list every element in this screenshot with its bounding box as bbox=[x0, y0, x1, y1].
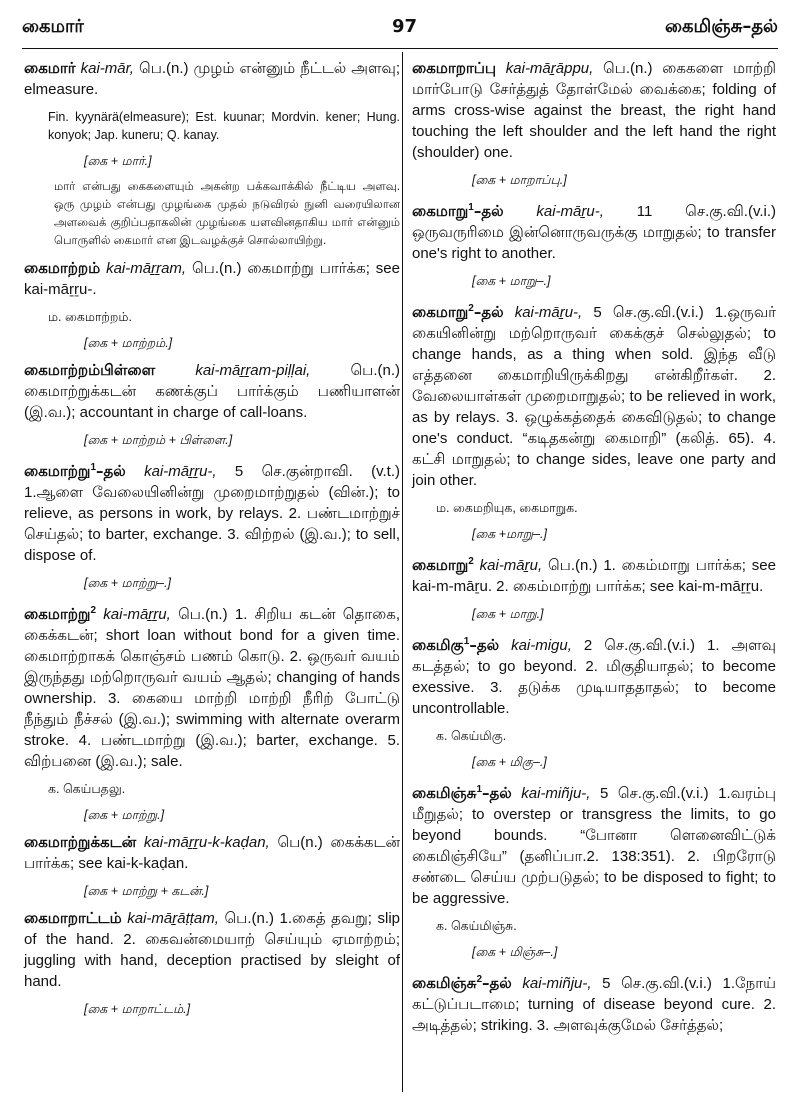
header-left-guideword: கைமார் bbox=[22, 16, 84, 37]
headword: கைமிஞ்சு bbox=[412, 784, 477, 802]
dictionary-entry bbox=[24, 908, 400, 992]
dictionary-entry bbox=[24, 58, 400, 100]
dictionary-entry bbox=[412, 551, 776, 597]
definition: பெ.(n.) கைகளை மாற்றி மார்போடு சேர்த்துத் தோள்மேல் வைக்கை; folding of arms cross-wise against the breast, the right hand touching the left shoulder and the left hand the right (shoulder) one. bbox=[412, 60, 776, 161]
headword: கைமாற்று bbox=[24, 462, 91, 480]
dictionary-entry bbox=[412, 779, 776, 909]
right-column bbox=[412, 58, 776, 1042]
headword-suffix: –தல் bbox=[473, 202, 504, 220]
headword: கைமார் bbox=[24, 59, 76, 77]
transliteration: kai-māṟṟu-k-kaḍan, bbox=[143, 834, 270, 851]
headword: கைமாற்றம் bbox=[24, 259, 101, 277]
etymology: [கை + மாறாப்பு.] bbox=[472, 173, 567, 187]
headword-suffix: –தல் bbox=[482, 974, 512, 992]
headword: கைமாறு bbox=[412, 556, 469, 574]
definition: 5 செ.குன்றாவி. (v.t.) 1.ஆளை வேலையினின்று முறைமாற்றுதல் (வின்.); to relieve, as persons in work, by relays. 2. பண்டமாற்றுச் செய்தல்; to barter, exchange. 3. விற்றல் (இ.வ.); to sell, dispose of. bbox=[24, 463, 400, 564]
cognates: க. கெய்பதலு. bbox=[48, 782, 126, 796]
homograph-number: 2 bbox=[476, 974, 483, 985]
transliteration: kai-miñju-, bbox=[522, 975, 592, 992]
definition: பெ(n.) கைக்கடன் பார்க்க; see kai-k-kaḍan. bbox=[24, 834, 400, 872]
etymology: [கை + மாறு–.] bbox=[472, 274, 551, 288]
definition: 5 செ.கு.வி.(v.i.) 1.ஒருவர் கையினின்று மற்றொருவர் கைக்குச் செல்லுதல்; to change hands, as a thing when sold. இந்த வீடு எத்தனை கைமாறியிருக்கிறது என்கிறீர்கள். 2. வேலையாள்கள் முறைமாறுதல்; to be relieved in work, as by relays. 3. ஒழுக்கத்தைக் கைவிடுதல்; to change one's conduct. “கடிதகன்று கைமாறி” (கலித். 65). 4. கட்சி மாறுதல்; to change sides, leave one party and join other. bbox=[412, 304, 777, 489]
etymology: [கை +மாறு–.] bbox=[472, 527, 548, 541]
definition: 11 செ.கு.வி.(v.i.) ஒருவருரிமை இன்னொருவருக்கு மாறுதல்; to transfer one's right to another. bbox=[412, 203, 776, 262]
transliteration: kai-migu, bbox=[511, 637, 572, 654]
etymology: [கை + மிகு–.] bbox=[472, 755, 547, 769]
definition: பெ.(n.) கைமாற்றுக்கடன் கணக்குப் பார்க்கும் பணியாளன் (இ.வ.); accountant in charge of call-loans. bbox=[24, 362, 401, 421]
transliteration: kai-māṟṟu, bbox=[103, 606, 171, 623]
homograph-number: 1 bbox=[90, 462, 97, 473]
cognates: ம. கைமாற்றம். bbox=[48, 310, 132, 324]
transliteration: kai-mār, bbox=[80, 60, 134, 77]
transliteration: kai-māṟu-, bbox=[514, 304, 583, 321]
homograph-number: 2 bbox=[468, 556, 474, 567]
definition: 5 செ.கு.வி.(v.i.) 1.நோய் கட்டுப்படாமை; turning of disease beyond cure. 2. அடித்தல்; striking. 3. அளவுக்குமேல் சேர்த்தல்; bbox=[412, 975, 777, 1034]
homograph-number: 1 bbox=[468, 202, 474, 213]
dictionary-entry bbox=[24, 360, 400, 423]
definition: பெ.(n.) கைமாற்று பார்க்க; see kai-māṟṟu-. bbox=[24, 260, 400, 298]
etymology: [கை + மாற்றம்.] bbox=[84, 336, 173, 350]
homograph-number: 1 bbox=[463, 636, 470, 647]
dictionary-entry bbox=[412, 58, 776, 163]
dictionary-entry bbox=[412, 631, 776, 719]
page-number: 97 bbox=[392, 16, 418, 37]
header-rule bbox=[22, 48, 778, 49]
running-header bbox=[22, 16, 778, 46]
etymology: [கை + மாறாட்டம்.] bbox=[84, 1002, 191, 1016]
headword: கைமிஞ்சு bbox=[412, 974, 477, 992]
headword: கைமாறாப்பு bbox=[412, 59, 497, 77]
headword: கைமாற்றம்பிள்ளை bbox=[24, 361, 156, 379]
column-divider bbox=[402, 52, 403, 1092]
cognates: Fin. kyynärä(elmeasure); Est. kuunar; Mordvin. kener; Hung. konyok; Jap. kuneru; Q. kanay. bbox=[48, 110, 400, 142]
homograph-number: 2 bbox=[90, 605, 97, 616]
dictionary-entry bbox=[412, 298, 776, 491]
dictionary-entry bbox=[24, 832, 400, 874]
header-right-guideword: கைமிஞ்சு–தல் bbox=[664, 16, 778, 37]
homograph-number: 1 bbox=[476, 784, 483, 795]
transliteration: kai-māṟāṭṭam, bbox=[127, 910, 219, 927]
dictionary-entry bbox=[24, 258, 400, 300]
headword: கைமாறு bbox=[412, 202, 469, 220]
transliteration: kai-māṟu, bbox=[479, 557, 543, 574]
definition: பெ.(n.) 1. கைம்மாறு பார்க்க; see kai-m-māṟu. 2. கைம்மாற்று பார்க்க; see kai-m-māṟṟu. bbox=[412, 557, 776, 595]
headword: கைமிகு bbox=[412, 636, 464, 654]
definition: 5 செ.கு.வி.(v.i.) 1.வரம்பு மீறுதல்; to overstep or transgress the limits, to go beyond bounds. “போனா ளெனைவிட்டுக் கைமிஞ்சியே” (தனிப்பா.2. 138:351). 2. பிறரோடு சண்டை செய்ய முற்படுதல்; to be disposed to fight; to be aggressive. bbox=[412, 785, 777, 907]
definition: பெ.(n.) 1.கைத் தவறு; slip of the hand. 2. கைவன்மையாற் செய்யும் ஏமாற்றம்; juggling with hand, deception practised by sleight of hand. bbox=[24, 910, 401, 990]
transliteration: kai-māṟāppu, bbox=[505, 60, 594, 77]
left-column bbox=[24, 58, 400, 1026]
transliteration: kai-māṟu-, bbox=[536, 203, 604, 220]
headword-suffix: –தல் bbox=[96, 462, 126, 480]
headword: கைமாறாட்டம் bbox=[24, 909, 122, 927]
dictionary-entry bbox=[412, 969, 776, 1036]
definition: பெ.(n.) முழம் என்னும் நீட்டல் அளவு; elmeasure. bbox=[24, 60, 401, 98]
dictionary-entry bbox=[412, 197, 776, 264]
etymology: [கை + மாற்று–.] bbox=[84, 576, 171, 590]
etymology: [கை + மாற்று.] bbox=[84, 808, 165, 822]
headword: கைமாறு bbox=[412, 303, 469, 321]
dictionary-entry bbox=[24, 457, 400, 566]
headword: கைமாற்று bbox=[24, 605, 91, 623]
homograph-number: 2 bbox=[468, 303, 474, 314]
headword-suffix: –தல் bbox=[482, 784, 512, 802]
etymology: [கை + மிஞ்சு–.] bbox=[472, 945, 558, 959]
headword: கைமாற்றுக்கடன் bbox=[24, 833, 137, 851]
transliteration: kai-māṟṟu-, bbox=[144, 463, 217, 480]
etymology: [கை + மார்.] bbox=[84, 154, 152, 168]
cognates: க. கெய்மிகு. bbox=[436, 729, 507, 743]
definition: 2 செ.கு.வி.(v.i.) 1. அளவு கடத்தல்; to go beyond. 2. மிகுதியாதல்; to become exessive. 3. தடுக்க முடியாததாதல்; to become uncontrollable. bbox=[412, 637, 777, 717]
headword-suffix: –தல் bbox=[473, 303, 504, 321]
dictionary-entry bbox=[24, 600, 400, 772]
definition: பெ.(n.) 1. சிறிய கடன் தொகை, கைக்கடன்; short loan without bond for a given time. கைமாற்றாகக் கொஞ்சம் பணம் கொடு. 2. ஒருவர் வயம் இருந்தது மற்றொருவர் வயம் ஆதல்; changing of hands ownership. 3. கையை மாற்றி மாற்றி நீரிற் போட்டு நீந்தும் நீச்சல் (இ.வ.); swimming with alternate overarm stroke. 4. பண்டமாற்று (இ.வ.); barter, exchange. 5. விற்பனை (இ.வ.); sale. bbox=[24, 606, 401, 770]
etymology: [கை + மாறு.] bbox=[472, 607, 544, 621]
transliteration: kai-miñju-, bbox=[521, 785, 591, 802]
headword-suffix: –தல் bbox=[469, 636, 500, 654]
etymology: [கை + மாற்று + கடன்.] bbox=[84, 884, 209, 898]
transliteration: kai-māṟṟam-piḷḷai, bbox=[195, 362, 311, 379]
usage-note: மார் என்பது கைகளையும் அகன்ற பக்கவாக்கில் நீட்டிய அளவு. ஒரு முழம் என்பது முழங்கை முதல் நடுவிரல் நுனி வரையிலான அளவைக் குறிப்பதாகலின் முழங்கை யளவினதாகிய மார் என்னும் பொருளில் கைமார் என இடவழக்குச் சொல்லாயிற்று. bbox=[54, 181, 400, 247]
etymology: [கை + மாற்றம் + பிள்ளை.] bbox=[84, 433, 233, 447]
cognates: ம. கைமறியுக, கைமாறுக. bbox=[436, 501, 578, 515]
transliteration: kai-māṟṟam, bbox=[106, 260, 187, 277]
cognates: க. கெய்மிஞ்சு. bbox=[436, 919, 517, 933]
